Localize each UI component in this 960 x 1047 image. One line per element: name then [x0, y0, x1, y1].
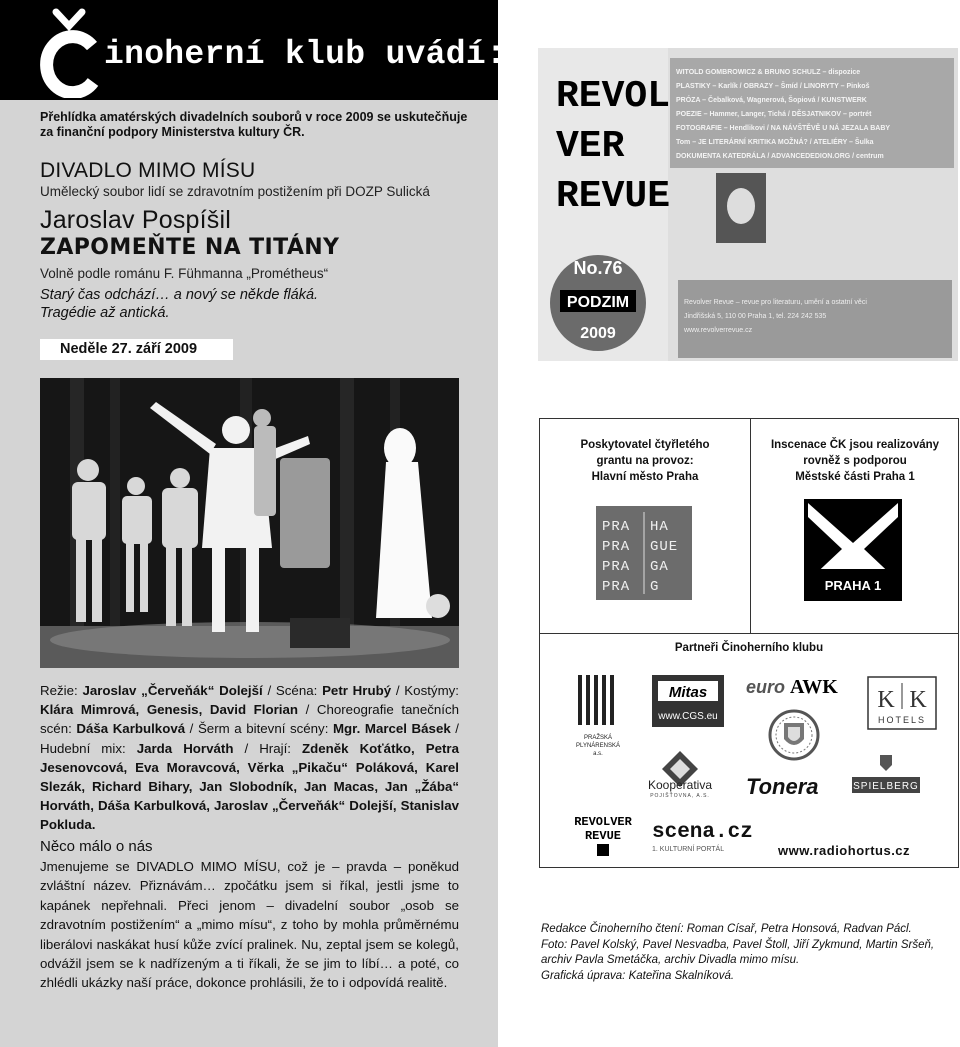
credit-role: / Hrají: — [233, 740, 302, 756]
credit-role: / Hudební mix: — [40, 721, 460, 756]
poster-line: DOKUMENTA KATEDRÁLA / ADVANCEDEDION.ORG / centrum — [676, 153, 884, 160]
praha-1-label: PRAHA 1 — [824, 578, 882, 593]
credit-role: Režie: — [40, 683, 83, 698]
partner-text: www.CGS.eu — [658, 711, 718, 722]
poster-line: WITOLD GOMBROWICZ & BRUNO SCHULZ – dispozice — [676, 69, 861, 76]
praha-city-logo — [596, 506, 692, 600]
poster-footer-line: Jindřišská 5, 110 00 Praha 1, tel. 224 242 535 — [684, 313, 827, 320]
kooperativa-logo — [638, 747, 722, 799]
partner-text: K — [877, 687, 895, 713]
grant-line: Poskytovatel čtyřletého — [580, 439, 710, 451]
praha-logo-text: HA — [650, 519, 669, 535]
performance-date: Neděle 27. září 2009 — [40, 339, 233, 360]
troupe-name: DIVADLO MIMO MÍSU — [40, 159, 256, 182]
poster-footer-line: Revolver Revue – revue pro literaturu, umění a ostatní věci — [684, 299, 867, 306]
kk-hotels-logo — [866, 675, 938, 731]
support-line: Inscenace ČK jsou realizovány — [770, 439, 940, 451]
poster-title-line: REVOL — [556, 75, 671, 118]
poster-season: PODZIM — [566, 294, 630, 311]
partner-text: AWK — [790, 676, 838, 697]
tonera-logo — [744, 773, 820, 799]
poster-line: PRÓZA – Čebalková, Wagnerová, Šopiová / KUNSTWERK — [676, 97, 867, 104]
credit-name: Petr Hrubý — [322, 683, 392, 698]
partners-title: Partneři Činoherního klubu — [674, 642, 824, 654]
praha-1-logo — [804, 499, 902, 601]
poster-title-line: VER — [556, 125, 625, 168]
poster-line: Tom – JE LITERÁRNÍ KRITIKA MOŽNÁ? / ATELIÉRY – Šulka — [676, 139, 874, 146]
troupe-description: Umělecký soubor lidí se zdravotním postižením při DOZP Sulická — [40, 184, 430, 199]
editorial-line: Redakce Činoherního čtení: Roman Císař, Petra Honsová, Radvan Pácl. — [541, 923, 912, 935]
partner-text: Kooperativa — [647, 778, 713, 792]
revolver-revue-poster — [538, 48, 958, 361]
partner-text: euro — [746, 677, 786, 697]
poster-footer-line: www.revolverrevue.cz — [684, 327, 753, 334]
credit-role: / Choreografie tanečních scén: — [40, 702, 459, 737]
tagline-line: Tragédie až antická. — [40, 305, 170, 321]
praha-logo-text: G — [650, 579, 660, 595]
divider — [540, 633, 958, 634]
header-title: inoherní klub uvádí: — [104, 36, 507, 73]
play-tagline — [40, 286, 318, 322]
partner-text: REVOLVER — [574, 815, 632, 829]
praha-logo-text: PRA — [602, 579, 631, 595]
support-line: rovněž s podporou — [803, 455, 907, 467]
credit-name: Mgr. Marcel Básek — [332, 721, 451, 737]
editorial-line: Foto: Pavel Kolský, Pavel Nesvadba, Pavel Štoll, Jiří Zykmund, Martin Sršeň, — [541, 938, 935, 951]
about-text: Jmenujeme se DIVADLO MIMO MÍSU, což je – pravda – poněkud zvláštní název. Přiznávám… zpočátku jsem si říkal, jestli jsme to kapánek nepřehnali. Přeci jenom – divadelní soubor „osob se zdravotním postižením“ a „mimo mísu“, z toho by mohla průměrnému liberálovi naskákat husí kůže zvící pralinek. Nu, zeptal jsem se kolegů, odvážil jsem se k nadřízeným a ti říkali, že se jim to líbí… a poté, co zhlédli ukázky naší práce, dokonce prohlásili, že to i odpovídá realitě. — [40, 859, 459, 991]
partner-text: Tonera — [746, 774, 819, 799]
tagline-line: Starý čas odchází… a nový se někde fláká. — [40, 287, 319, 303]
mitas-cgs-logo — [652, 675, 724, 727]
poster-issue: No.76 — [573, 258, 623, 278]
stage-photo — [40, 378, 459, 668]
support-line: Městské části Praha 1 — [795, 471, 915, 483]
credit-role: / Šerm a bitevní scény: — [185, 721, 333, 737]
grant-line: grantu na provoz: — [596, 455, 694, 467]
poster-title-line: REVUE — [556, 175, 671, 218]
credit-name: Jarda Horváth — [136, 740, 234, 756]
editorial-credits — [541, 922, 960, 984]
credit-role: / Scéna: — [262, 683, 323, 698]
play-title: ZAPOMEŇTE NA TITÁNY — [40, 235, 340, 260]
editorial-line: archiv Pavla Smetáčka, archiv Divadla mimo mísu. — [541, 954, 800, 966]
revolver-revue-logo — [570, 811, 636, 861]
credits-text — [40, 681, 459, 835]
euroawk-logo — [744, 675, 848, 697]
grant-line: Hlavní město Praha — [591, 471, 699, 483]
praha-logo-text: PRA — [602, 559, 631, 575]
intro-line: za finanční podpory Ministerstva kultury ČR. — [40, 125, 305, 139]
partner-text: scena.cz — [652, 821, 753, 844]
spielberg-logo — [844, 751, 928, 797]
credit-name: Dáša Karbulková — [76, 721, 186, 737]
partner-text: HOTELS — [877, 715, 927, 725]
play-source: Volně podle románu F. Fühmanna „Prométheus“ — [40, 266, 329, 281]
play-author: Jaroslav Pospíšil — [40, 206, 231, 234]
intro-line: Přehlídka amatérských divadelních souborů v roce 2009 se uskutečňuje — [40, 110, 468, 124]
praha-logo-text: PRA — [602, 539, 631, 555]
partner-text: Mitas — [668, 684, 708, 701]
poster-line: PLASTIKY – Karlík / OBRAZY – Šmíd / LINORYTY – Pinkoš — [676, 83, 870, 90]
partner-text: PLYNÁRENSKÁ — [576, 743, 620, 749]
poster-line: FOTOGRAFIE – Hendlikovi / NA NÁVŠTĚVĚ U NÁ JEZALA BABY — [676, 125, 891, 132]
prazska-plynarenska-logo — [568, 671, 628, 763]
credit-name: Klára Mimrová, Genesis, David Florian — [40, 702, 298, 718]
partner-text: POJIŠŤOVNA, A.S. — [650, 793, 710, 799]
grant-provider-text — [540, 437, 750, 485]
cinoherni-klub-logo — [36, 2, 102, 98]
editorial-line: Grafická úprava: Kateřina Skalníková. — [541, 969, 735, 982]
partner-text: 1. KULTURNÍ PORTÁL — [652, 846, 725, 853]
credit-name: Zdeněk Koťátko, Petra Jesenovcová, Eva Moravcová, Věrka „Pikaču“ Poláková, Karel Slezák, Richard Bihary, Jan Slobodník, Jan Macas, Jan „Žába“ Horváth, Dáša Karbulková, Jaroslav „Červeňák“ Dolejší, Stanislav Pokluda. — [40, 740, 459, 833]
intro-text — [40, 110, 467, 140]
praha-1-coat-of-arms — [768, 707, 820, 763]
poster-line: POEZIE – Hammer, Langer, Tichá / DĚSJATNIKOV – portrét — [676, 111, 872, 118]
partner-text: K — [909, 687, 927, 713]
credit-role: / Kostýmy: — [391, 683, 459, 698]
support-text — [751, 437, 959, 485]
poster-year: 2009 — [580, 325, 616, 342]
praha-logo-text: PRA — [602, 519, 631, 535]
partner-text: SPIELBERG — [853, 781, 919, 792]
about-title: Něco málo o nás — [40, 838, 153, 855]
partner-text: PRAŽSKÁ — [583, 735, 613, 741]
partner-text: a.s. — [593, 751, 603, 757]
partner-text: REVUE — [584, 829, 622, 843]
sponsors-box — [539, 418, 959, 868]
credit-name: Jaroslav „Červeňák“ Dolejší — [82, 683, 263, 698]
poster-graphic — [538, 48, 958, 361]
praha-logo-text: GA — [650, 559, 669, 575]
radiohortus-logo: www.radiohortus.cz — [778, 843, 911, 858]
header-banner — [0, 0, 507, 100]
praha-logo-text: GUE — [650, 539, 679, 555]
scena-cz-logo — [650, 815, 754, 855]
